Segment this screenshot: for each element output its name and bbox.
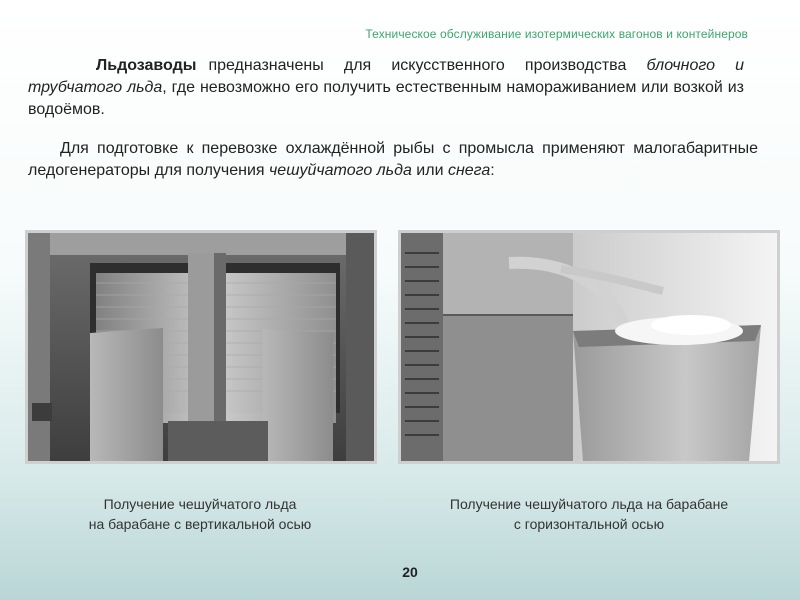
- slide-header-title: Техническое обслуживание изотермических вагонов и контейнеров: [365, 27, 748, 41]
- paragraph2-text-3: :: [490, 162, 495, 179]
- paragraph1-text-2: , где невозможно его получить естественным намораживанием или возкой из водоёмов.: [28, 79, 745, 118]
- caption-vertical-drum: [45, 494, 355, 534]
- page-number: 20: [402, 564, 418, 580]
- paragraph-ice-generators: [28, 138, 758, 182]
- paragraph2-emphasis-1: чешуйчатого льда: [269, 162, 412, 179]
- photo-vertical-drum: [25, 230, 377, 464]
- paragraph2-text-1: Для подготовке к перевозке охлаждённой рыбы с промысла применяют малогабаритные ледогенераторы для получения: [28, 140, 758, 179]
- photo-horizontal-drum: [398, 230, 780, 464]
- paragraph-ice-plants: [28, 55, 744, 121]
- caption-left-line1: Получение чешуйчатого льда: [103, 496, 297, 512]
- caption-horizontal-drum: [400, 494, 778, 534]
- paragraph1-emphasis-1: блочного и трубчатого льда: [28, 57, 744, 96]
- caption-left-line2: на барабане с вертикальной осью: [88, 516, 312, 532]
- paragraph2-emphasis-2: снега: [447, 162, 491, 179]
- vertical-drum-illustration: [28, 233, 374, 461]
- paragraph1-text-1: предназначены для искусственного производства: [208, 57, 647, 74]
- caption-right-line1: Получение чешуйчатого льда на барабане: [449, 496, 729, 512]
- paragraph2-text-2: или: [411, 162, 448, 179]
- term-ice-plants: Льдозаводы: [96, 57, 197, 74]
- horizontal-drum-illustration: [401, 233, 777, 461]
- caption-right-line2: с горизонтальной осью: [513, 516, 665, 532]
